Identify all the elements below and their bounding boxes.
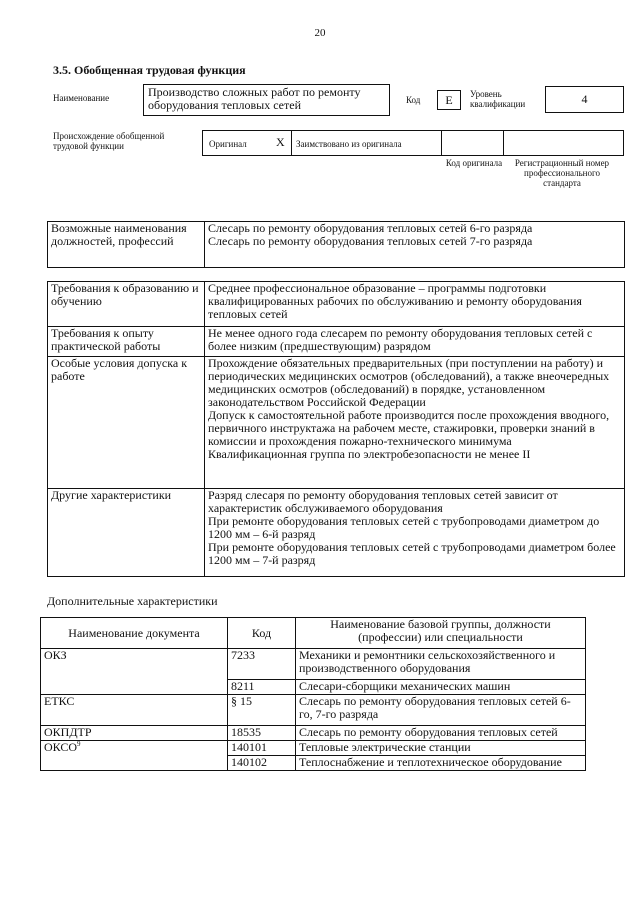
- footnote-mark: 9: [77, 740, 81, 748]
- req-label: Особые условия допуска к работе: [48, 357, 205, 489]
- req-label: Требования к опыту практической работы: [48, 327, 205, 357]
- table-header-row: [41, 618, 586, 649]
- doc-cell: [41, 741, 228, 771]
- req-value: Среднее профессиональное образование – программы подготовки квалифицированных рабочих по обслуживанию и ремонту оборудования тепловых сетей: [205, 282, 625, 327]
- table-row: [48, 489, 625, 577]
- req-label: Требования к образованию и обучению: [48, 282, 205, 327]
- code-cell: § 15: [228, 695, 296, 726]
- borrowed-label: Заимствовано из оригинала: [296, 139, 402, 149]
- doc-cell: ЕТКС: [41, 695, 228, 726]
- original-mark: X: [276, 135, 285, 149]
- code-cell: 140102: [228, 756, 296, 771]
- req-value: Не менее одного года слесарем по ремонту оборудования тепловых сетей с более низким (предшествующим) разрядом: [205, 327, 625, 357]
- col-header: Наименование базовой группы, должности (профессии) или специальности: [296, 618, 586, 649]
- table-row: [41, 695, 586, 726]
- page-number: 20: [314, 27, 326, 39]
- doc-cell: ОКЗ: [41, 649, 228, 695]
- req-label: Другие характеристики: [48, 489, 205, 577]
- table-row: [48, 222, 625, 268]
- level-value: 4: [545, 86, 624, 113]
- section-title: 3.5. Обобщенная трудовая функция: [53, 63, 246, 77]
- additional-title: Дополнительные характеристики: [47, 594, 218, 608]
- code-cell: 18535: [228, 726, 296, 741]
- table-row: [48, 357, 625, 489]
- name-cell: Слесарь по ремонту оборудования тепловых сетей: [296, 726, 586, 741]
- name-cell: Слесари-сборщики механических машин: [296, 680, 586, 695]
- divider: [291, 130, 292, 156]
- doc-cell: ОКПДТР: [41, 726, 228, 741]
- table-row: [48, 327, 625, 357]
- additional-table: [40, 617, 586, 771]
- name-value: Производство сложных работ по ремонту оборудования тепловых сетей: [143, 84, 390, 116]
- code-caption: Код оригинала: [445, 158, 503, 168]
- name-cell: Тепловые электрические станции: [296, 741, 586, 756]
- col-header: Код: [228, 618, 296, 649]
- name-cell: Слесарь по ремонту оборудования тепловых сетей 6-го, 7-го разряда: [296, 695, 586, 726]
- origin-label: Происхождение обобщенной трудовой функции: [53, 131, 165, 151]
- name-cell: Механики и ремонтники сельскохозяйственного и производственного оборудования: [296, 649, 586, 680]
- name-label: Наименование: [53, 93, 110, 103]
- table-row: [41, 649, 586, 680]
- code-cell: 7233: [228, 649, 296, 680]
- code-cell: 140101: [228, 741, 296, 756]
- name-cell: Теплоснабжение и теплотехническое оборудование: [296, 756, 586, 771]
- table-row: [41, 726, 586, 741]
- table-row: [48, 282, 625, 327]
- req-value: Прохождение обязательных предварительных (при поступлении на работу) и периодических медицинских осмотров (обследований), а также внеочередных медицинских осмотров (обследований) в порядке, установленном законодательством Российской Федерации Допуск к самостоятельной работе производится после прохождения вводного, первичного инструктажа на рабочем месте, стажировки, проверки знаний в комиссии и прохождения пожарно-технического минимума Квалификационная группа по электробезопасности не менее II: [205, 357, 625, 489]
- doc-text: ОКСО: [44, 740, 78, 754]
- code-label: Код: [406, 95, 421, 105]
- requirements-table: [47, 281, 625, 577]
- req-value: Разряд слесаря по ремонту оборудования тепловых сетей зависит от характеристик обслуживаемого оборудования При ремонте оборудования тепловых сетей с трубопроводами диаметром до 1200 мм – 6-й разряд При ремонте оборудования тепловых сетей с трубопроводами диаметром более 1200 мм – 7-й разряд: [205, 489, 625, 577]
- table-row: [41, 741, 586, 756]
- level-label: Уровень квалификации: [470, 89, 526, 109]
- positions-table: [47, 221, 625, 268]
- original-label: Оригинал: [209, 139, 247, 149]
- code-value: E: [437, 90, 461, 110]
- positions-label: Возможные наименования должностей, профессий: [48, 222, 205, 268]
- positions-value: Слесарь по ремонту оборудования тепловых сетей 6-го разряда Слесарь по ремонту оборудования тепловых сетей 7-го разряда: [205, 222, 625, 268]
- code-cell: 8211: [228, 680, 296, 695]
- divider: [441, 130, 442, 156]
- col-header: Наименование документа: [41, 618, 228, 649]
- reg-caption: Регистрационный номер профессионального стандарта: [514, 158, 610, 188]
- origin-box: [202, 130, 624, 156]
- divider: [503, 130, 504, 156]
